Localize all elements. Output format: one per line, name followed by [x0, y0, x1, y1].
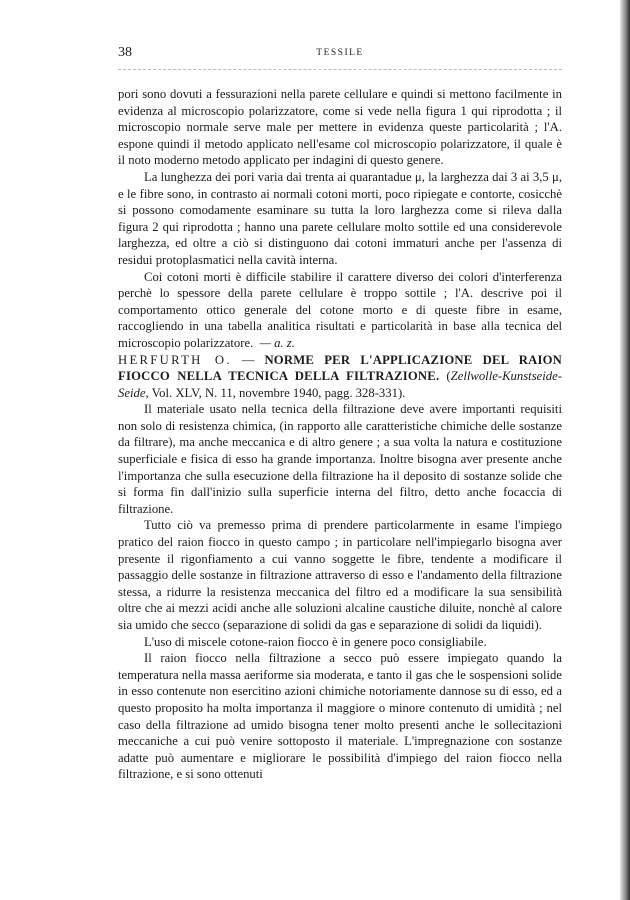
article-author: HERFURTH O.: [118, 352, 232, 367]
paragraph: [118, 269, 562, 352]
header-rule: [118, 69, 562, 70]
running-title: TESSILE: [316, 48, 364, 58]
paragraph: Il raion fiocco nella filtrazione a secco può essere impiegato quando la temperatura nella massa aeriforme sia moderata, e tanto il gas che le sospensioni solide in esso contenute non esercitino azioni chimiche notoriamente dannose su di esso, ed a questo proposito ha molta importanza il maggiore o minore contenuto di umidità ; nel caso della filtrazione ad umido bisogna tener molto presenti anche le sollecitazioni meccaniche a cui può venire sottoposto il materiale. L'impregnazione con sostanze adatte può aumentare e migliorare le possibilità d'impiego del raion fiocco nella filtrazione, e si sono ottenuti: [118, 651, 562, 782]
article-title: NORME PER L'APPLICAZIONE DEL RAION FIOCCO NELLA TECNICA DELLA FILTRAZIONE.: [118, 352, 563, 384]
review-signature: — a. z.: [259, 335, 295, 350]
page-number: 38: [118, 45, 132, 60]
source-details: Vol. XLV, N. 11, novembre 1940, pagg. 328-331).: [151, 385, 406, 400]
paragraph: L'uso di miscele cotone-raion fiocco è in genere poco consigliabile.: [144, 634, 487, 649]
source-journal: Zellwolle-Kunstseide-Seide: [118, 369, 562, 400]
paragraph: La lunghezza dei pori varia dai trenta ai quarantadue μ, la larghezza dai 3 ai 3,5 μ, e le fibre sono, in contrasto ai normali cotoni morti, poco ripiegate e contorte, cosicchè si possono comodamente esaminare su tutta la loro larghezza come si rileva dalla figura 2 qui riprodotta ; hanno una parete cellulare molto sottile ed una considerevole larghezza, ed oltre a ciò si distinguono dai cotoni immaturi anche per l'assenza di residui protoplasmatici nella cavità interna.: [118, 169, 562, 267]
paragraph: pori sono dovuti a fessurazioni nella parete cellulare e quindi si mettono facilmente in evidenza al microscopio polarizzatore, come si vede nella figura 1 qui riprodotta ; il microscopio normale serve male per mettere in evidenza queste particolarità ; l'A. espone quindi il metodo applicato nell'esame col microscopio polarizzatore, il quale è il noto moderno metodo applicato per indagini di questo genere.: [118, 87, 562, 168]
article-header: HERFURTH O. — NORME PER L'APPLICAZIONE DEL RAION FIOCCO NELLA TECNICA DELLA FILTRAZIONE. (Zellwolle-Kunstseide-Seide, Vol. XLV, N. 11, novembre 1940, pagg. 328-331).: [118, 352, 563, 400]
paragraph: Il materiale usato nella tecnica della filtrazione deve avere importanti requisiti non solo di resistenza chimica, (in rapporto alle caratteristiche chimiche delle sostanze da filtrare), ma anche meccanica e di altro genere ; a sua volta la natura e costituzione superficiale e fisica di esso ha grande importanza. Inoltre bisogna aver presente anche l'importanza che sulla esecuzione della filtrazione ha il deposito di sostanze solide che si forma fin dall'inizio sulla superficie interna del filtro, detto anche focaccia di filtrazione.: [118, 402, 562, 516]
header-dash: —: [241, 352, 255, 367]
page-edge-shadow: [620, 0, 630, 900]
paragraph: Tutto ciò va premesso prima di prendere particolarmente in esame l'impiego pratico del raion fiocco in questo campo ; in particolare nell'impiegarlo bisogna aver presente il rigonfiamento a cui vanno soggette le fibre, tendente a modificare il passaggio delle sostanze in filtrazione attraverso di esso e l'andamento della filtrazione stessa, a ridurre la resistenza meccanica del filtro ed a modificare la sua sensibilità oltre che ai mezzi acidi anche alle soluzioni alcaline caustiche diluite, nonchè al calore sia umido che secco (separazione di solidi da gas e separazione di solidi da liquidi).: [118, 518, 562, 632]
page-header: [118, 45, 562, 65]
page-content: [118, 86, 562, 783]
paragraph-text: Coi cotoni morti è difficile stabilire il carattere diverso dei colori d'interferenza perchè lo spessore della parete cellulare è troppo sottile ; l'A. descrive poi il comportamento ottico generale del cotone morto e di queste fibre in esame, raccogliendo in una tabella analitica risultati e particolarità in base alla tecnica del microscopio polarizzatore.: [118, 269, 562, 350]
